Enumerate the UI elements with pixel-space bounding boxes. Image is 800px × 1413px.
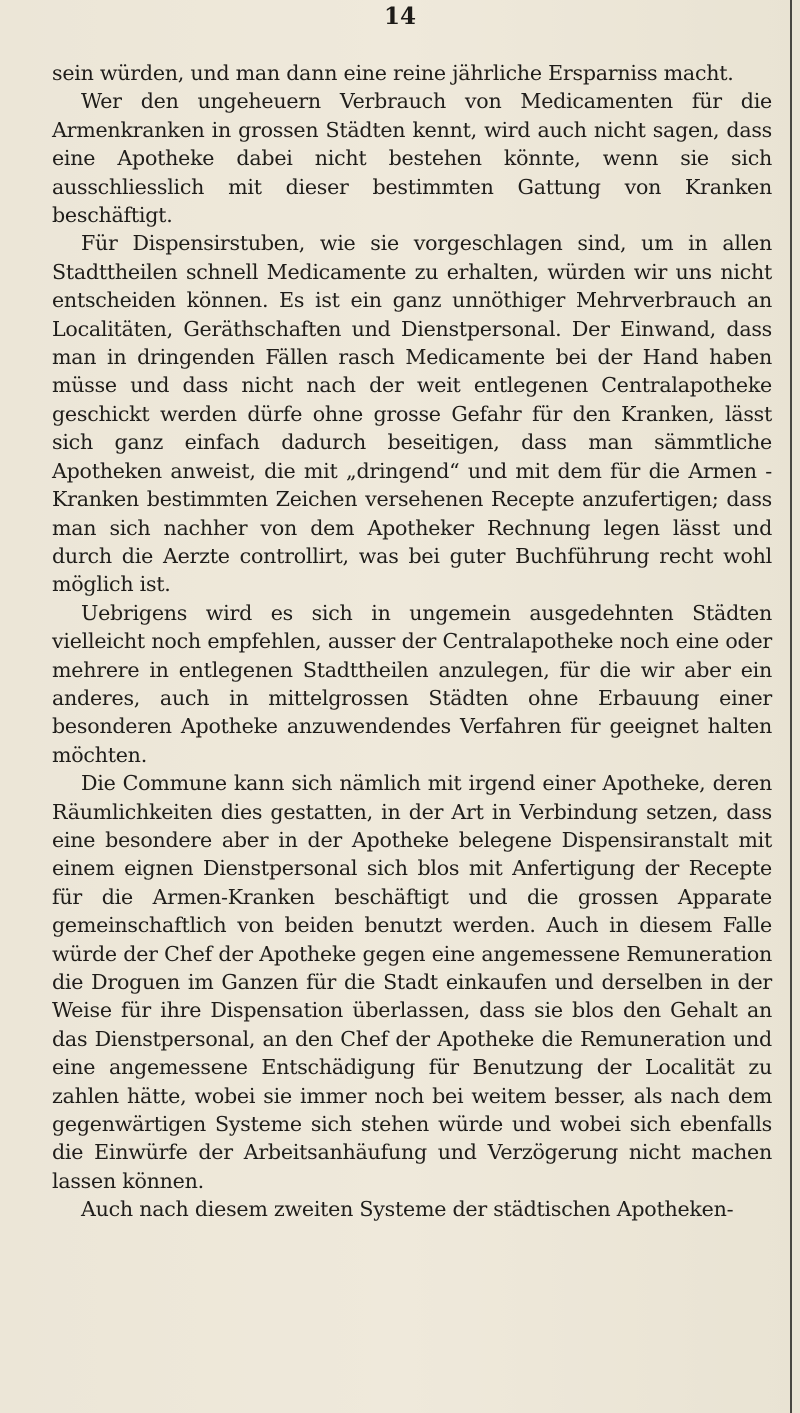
body-text [52,59,772,1224]
page-number: 14 [383,3,416,30]
paragraph-3: Für Dispensirstuben, wie sie vorgeschlagen sind, um in allen Stadttheilen schnell Medicamente zu erhalten, würden wir uns nicht entscheiden können. Es ist ein ganz unnöthiger Mehrverbrauch an Localitäten, Geräthschaften und Dienstpersonal. Der Einwand, dass man in dringenden Fällen rasch Medicamente bei der Hand haben müsse und dass nicht nach der weit entlegenen Centralapotheke geschickt werden dürfe ohne grosse Gefahr für den Kranken, lässt sich ganz einfach dadurch beseitigen, dass man sämmtliche Apotheken anweist, die mit „dringend“ und mit dem für die Armen - Kranken bestimmten Zeichen versehenen Recepte anzufertigen; dass man sich nachher von dem Apotheker Rechnung legen lässt und durch die Aerzte controllirt, was bei guter Buchführung recht wohl möglich ist. [52,231,772,597]
page-edge-line [790,0,792,1413]
paragraph-2: Wer den ungeheuern Verbrauch von Medicamenten für die Armenkranken in grossen Städten kennt, wird auch nicht sagen, dass eine Apotheke dabei nicht bestehen könnte, wenn sie sich ausschliesslich mit dieser bestimmten Gattung von Kranken beschäftigt. [52,89,772,228]
paragraph-5: Die Commune kann sich nämlich mit irgend einer Apotheke, deren Räumlichkeiten dies gestatten, in der Art in Verbindung setzen, dass eine besondere aber in der Apotheke belegene Dispensiranstalt mit einem eignen Dienstpersonal sich blos mit Anfertigung der Recepte für die Armen-Kranken beschäftigt und die grossen Apparate gemeinschaftlich von beiden benutzt werden. Auch in diesem Falle würde der Chef der Apotheke gegen eine angemessene Remuneration die Droguen im Ganzen für die Stadt einkaufen und derselben in der Weise für ihre Dispensation überlassen, dass sie blos den Gehalt an das Dienstpersonal, an den Chef der Apotheke die Remuneration und eine angemessene Entschädigung für Benutzung der Localität zu zahlen hätte, wobei sie immer noch bei weitem besser, als nach dem gegenwärtigen Systeme sich stehen würde und wobei sich ebenfalls die Einwürfe der Arbeitsanhäufung und Verzögerung nicht machen lassen können. [52,771,772,1193]
paragraph-1: sein würden, und man dann eine reine jährliche Ersparniss macht. [52,61,734,85]
paragraph-6: Auch nach diesem zweiten Systeme der städtischen Apotheken- [81,1197,734,1222]
paragraph-4: Uebrigens wird es sich in ungemein ausgedehnten Städten vielleicht noch empfehlen, ausser der Centralapotheke noch eine oder mehrere in entlegenen Stadttheilen anzulegen, für die wir aber ein anderes, auch in mittelgrossen Städten ohne Erbauung einer besonderen Apotheke anzuwendendes Verfahren für geeignet halten möchten. [52,600,772,767]
